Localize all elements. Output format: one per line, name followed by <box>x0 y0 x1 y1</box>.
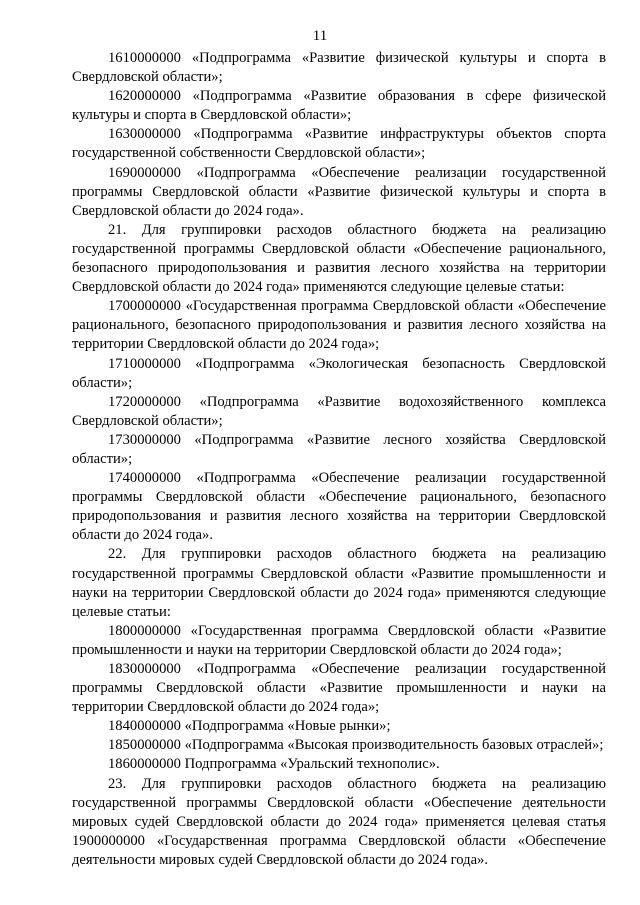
paragraph-1690000000: 1690000000 «Подпрограмма «Обеспечение реализации государственной программы Свердловской области «Развитие физической культуры и спорта в Свердловской области до 2024 года». <box>72 164 606 219</box>
paragraph-1840000000: 1840000000 «Подпрограмма «Новые рынки»; <box>108 718 391 735</box>
paragraph-1630000000: 1630000000 «Подпрограмма «Развитие инфраструктуры объектов спорта государственной собственности Свердловской области»; <box>72 126 606 162</box>
paragraph-1620000000: 1620000000 «Подпрограмма «Развитие образования в сфере физической культуры и спорта в Свердловской области»; <box>72 88 606 124</box>
paragraph-1610000000: 1610000000 «Подпрограмма «Развитие физической культуры и спорта в Свердловской области»; <box>72 50 606 86</box>
paragraph-1860000000: 1860000000 Подпрограмма «Уральский технополис». <box>108 756 440 773</box>
document-body <box>72 49 606 870</box>
paragraph-section-21: 21. Для группировки расходов областного бюджета на реализацию государственной программы Свердловской области «Обеспечение рационального, безопасного природопользования и развития лесного хозяйства на территории Свердловской области до 2024 года» применяются следующие целевые статьи: <box>72 221 606 296</box>
paragraph-1720000000: 1720000000 «Подпрограмма «Развитие водохозяйственного комплекса Свердловской области»; <box>72 393 606 429</box>
paragraph-1730000000: 1730000000 «Подпрограмма «Развитие лесного хозяйства Свердловской области»; <box>72 431 606 467</box>
paragraph-1700000000: 1700000000 «Государственная программа Свердловской области «Обеспечение рационального, безопасного природопользования и развития лесного хозяйства на территории Свердловской области до 2024 года»; <box>72 298 606 353</box>
paragraph-1710000000: 1710000000 «Подпрограмма «Экологическая безопасность Свердловской области»; <box>72 355 606 391</box>
paragraph-1850000000: 1850000000 «Подпрограмма «Высокая производительность базовых отраслей»; <box>108 737 604 754</box>
paragraph-1830000000: 1830000000 «Подпрограмма «Обеспечение реализации государственной программы Свердловской области «Развитие промышленности и науки на территории Свердловской области до 2024 года»; <box>72 661 606 716</box>
paragraph-section-23: 23. Для группировки расходов областного бюджета на реализацию государственной программы Свердловской области «Обеспечение деятельности мировых судей Свердловской области до 2024 года» применяется целевая статья 1900000000 «Государственная программа Свердловской области «Обеспечение деятельности мировых судей Свердловской области до 2024 года». <box>72 775 606 868</box>
page-number: 11 <box>312 28 328 44</box>
paragraph-1740000000: 1740000000 «Подпрограмма «Обеспечение реализации государственной программы Свердловской области «Обеспечение рационального, безопасного природопользования и развития лесного хозяйства на территории Свердловской области до 2024 года». <box>72 470 606 544</box>
paragraph-section-22: 22. Для группировки расходов областного бюджета на реализацию государственной программы Свердловской области «Развитие промышленности и науки на территории Свердловской области до 2024 года» применяются следующие целевые статьи: <box>72 546 606 620</box>
paragraph-1800000000: 1800000000 «Государственная программа Свердловской области «Развитие промышленности и науки на территории Свердловской области до 2024 года»; <box>72 622 606 658</box>
